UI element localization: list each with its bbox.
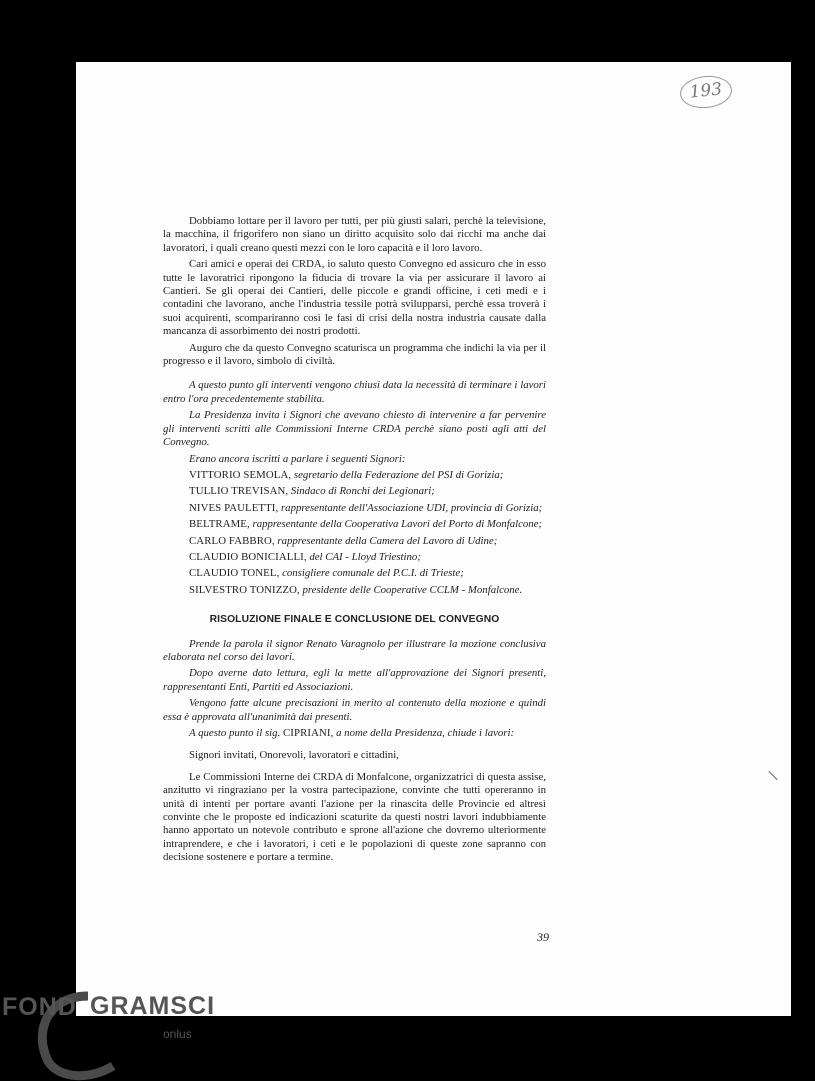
cipriani-intro: A questo punto il sig. xyxy=(189,727,281,739)
speaker-role: rappresentante della Camera del Lavoro di Udine; xyxy=(277,534,498,547)
speaker-role: consigliere comunale del P.C.I. di Trieste; xyxy=(282,567,464,580)
italic-paragraph xyxy=(163,727,546,740)
speaker-entry xyxy=(163,485,546,498)
italic-paragraph: La Presidenza invita i Signori che avevano chiesto di intervenire a far pervenire gli interventi scritti alle Commissioni Interne CRDA perchè siano posti agli atti del Convegno. xyxy=(163,409,546,449)
cipriani-name: CIPRIANI, xyxy=(282,727,334,739)
italic-paragraph: Erano ancora iscritti a parlare i seguenti Signori: xyxy=(189,452,406,465)
italic-paragraph: Prende la parola il signor Renato Varagnolo per illustrare la mozione conclusiva elaborata nel corso dei lavori. xyxy=(163,637,546,663)
speaker-entry xyxy=(163,469,546,482)
speaker-name: CARLO FABBRO, xyxy=(189,534,275,547)
speaker-name: SILVESTRO TONIZZO, xyxy=(189,583,300,596)
speaker-name: CLAUDIO TONEL, xyxy=(189,567,280,580)
body-paragraph: Cari amici e operai dei CRDA, io saluto questo Convegno ed assicuro che in esso tutte le lavoratrici ripongono la fiducia di trovare la via per assicurare il lavoro ai Cantieri. Se gli operai dei Cantieri, delle piccole e grandi officine, i ceti medi e i contadini che lavorano, anche l'industria tessile potrà svilupparsi, perchè essa troverà i suoi acquirenti, scompariranno così le fasi di crisi della nostra industria causate dalla mancanza di assorbimento dei nostri prodotti. xyxy=(163,258,546,338)
closing-paragraph: Le Commissioni Interne dei CRDA di Monfalcone, organizzatrici di questa assise, anzitutto vi ringraziano per la vostra partecipazione, convinte che tutti opereranno in unità di intenti per portare avanti l'azione per la rinascita delle Provincie ed altresì convinte che le proposte ed indicazioni scaturite da questi nostri lavori indubbiamente hanno apportato un notevole contributo e sprone all'azione che dovremo ulteriormente intraprendere, e che i lavoratori, i ceti e le popolazioni di queste zone sapranno con decisione sostenere e portare a termine. xyxy=(163,770,546,864)
salutation: Signori invitati, Onorevoli, lavoratori e cittadini, xyxy=(189,749,399,762)
speaker-name: CLAUDIO BONICIALLI, xyxy=(189,550,307,563)
speaker-role: rappresentante dell'Associazione UDI, provincia di Gorizia; xyxy=(280,501,543,514)
section-heading: RISOLUZIONE FINALE E CONCLUSIONE DEL CONVEGNO xyxy=(209,614,500,626)
speaker-role: Sindaco di Ronchi dei Legionari; xyxy=(290,485,435,498)
speaker-name: VITTORIO SEMOLA, xyxy=(189,468,292,481)
speaker-role: rappresentante della Cooperativa Lavori del Porto di Monfalcone; xyxy=(252,518,543,531)
speaker-entry xyxy=(163,551,546,564)
document-body xyxy=(163,215,546,868)
speaker-entry xyxy=(163,535,546,548)
speaker-entry xyxy=(163,502,546,515)
italic-paragraph: Dopo averne dato lettura, egli la mette all'approvazione dei Signori presenti, rappresentanti Enti, Partiti ed Associazioni. xyxy=(163,667,546,693)
handwritten-page-annotation: 193 xyxy=(678,73,733,110)
speaker-role: segretario della Federazione del PSI di Gorizia; xyxy=(293,468,504,481)
speaker-role: del CAI - Lloyd Triestino; xyxy=(309,550,421,563)
archive-logo xyxy=(0,980,216,1080)
italic-paragraph: A questo punto gli interventi vengono chiusi data la necessità di terminare i lavori entro l'ora precedentemente stabilita. xyxy=(163,379,546,405)
body-paragraph: Auguro che da questo Convegno scaturisca un programma che indichi la via per il progresso e il lavoro, simbolo di civiltà. xyxy=(163,341,546,368)
cipriani-outro: a nome della Presidenza, chiude i lavori: xyxy=(336,727,515,739)
speaker-name: TULLIO TREVISAN, xyxy=(189,485,289,498)
speaker-entry xyxy=(163,518,546,531)
italic-paragraph: Vengono fatte alcune precisazioni in merito al contenuto della mozione e quindi essa è approvata all'unanimità dai presenti. xyxy=(163,697,546,723)
logo-word-fond: FOND xyxy=(2,993,77,1021)
page-number: 39 xyxy=(537,930,549,944)
logo-word-onlus: onlus xyxy=(163,1027,192,1041)
speaker-entry xyxy=(163,584,546,597)
speaker-role: presidente delle Cooperative CCLM - Monfalcone. xyxy=(302,583,523,596)
speaker-name: NIVES PAULETTI, xyxy=(189,501,279,514)
speaker-entry xyxy=(163,567,546,580)
logo-word-gramsci: GRAMSCI xyxy=(90,992,216,1020)
speaker-name: BELTRAME, xyxy=(189,518,250,531)
body-paragraph: Dobbiamo lottare per il lavoro per tutti, per più giusti salari, perchè la televisione, la macchina, il frigorifero non siano un diritto acquisito solo dai ricchi ma anche dai lavoratori, i quali creano questi mezzi con le loro capacità e il loro lavoro. xyxy=(163,215,546,254)
